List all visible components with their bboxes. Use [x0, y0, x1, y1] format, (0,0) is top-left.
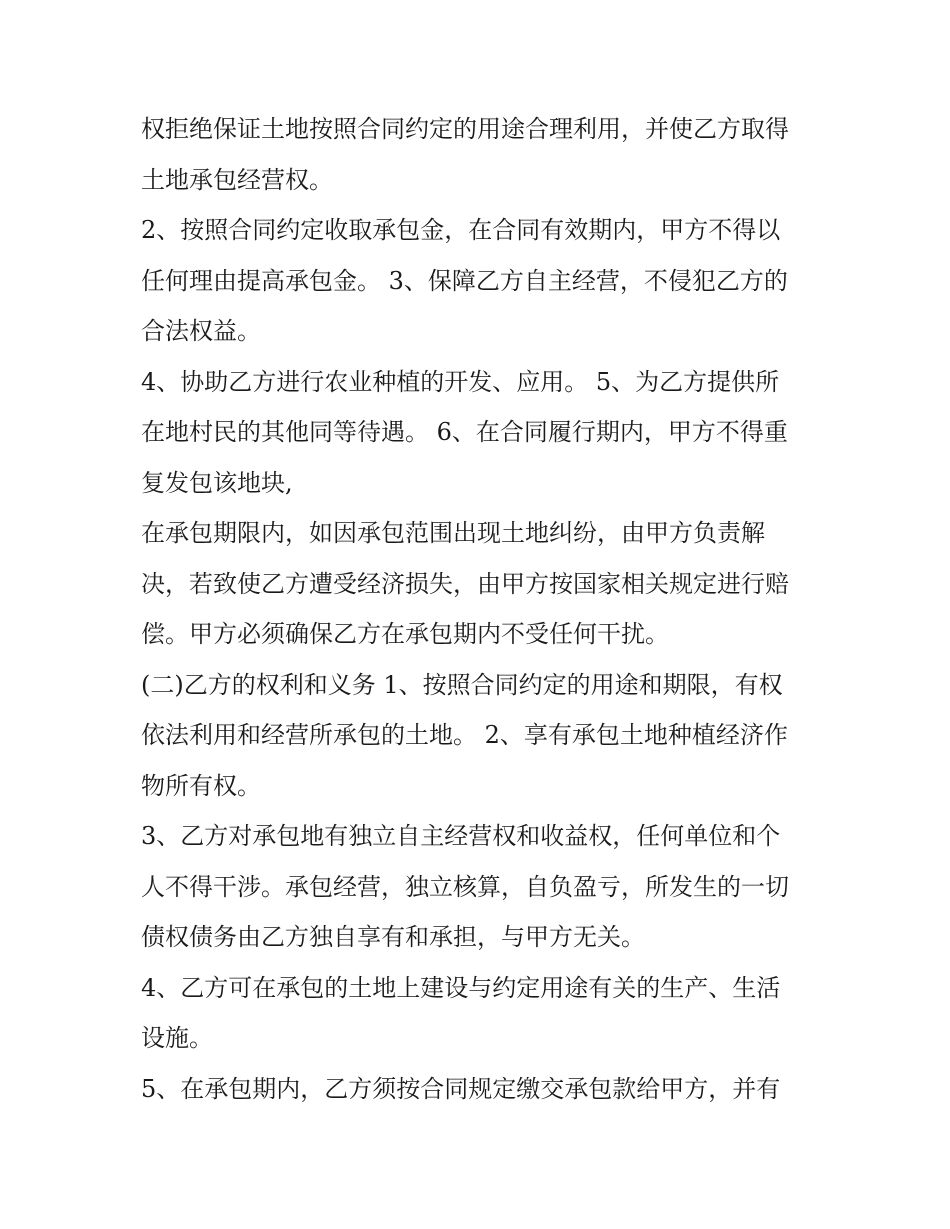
text-line: 5、在承包期内，乙方须按合同规定缴交承包款给甲方，并有: [141, 1074, 781, 1103]
text-line: 3、乙方对承包地有独立自主经营权和收益权，任何单位和个: [141, 822, 781, 850]
text-line: 债权债务由乙方独自享有和承担，与甲方无关。: [141, 923, 645, 951]
text-line: 人不得干涉。承包经营，独立核算，自负盈亏，所发生的一切: [141, 872, 789, 901]
text-line: 依法利用和经营所承包的土地。 2、享有承包土地种植经济作: [141, 721, 788, 749]
text-line: 土地承包经营权。: [141, 165, 333, 194]
text-line: 在承包期限内，如因承包范围出现土地纠纷，由甲方负责解: [141, 519, 765, 547]
document-body: [141, 110, 831, 1120]
text-line: 4、协助乙方进行农业种植的开发、应用。 5、为乙方提供所: [141, 367, 780, 396]
text-line: 4、乙方可在承包的土地上建设与约定用途有关的生产、生活: [141, 973, 781, 1002]
text-line: 任何理由提高承包金。 3、保障乙方自主经营，不侵犯乙方的: [141, 266, 788, 295]
text-line: 合法权益。: [141, 317, 261, 345]
text-line: 2、按照合同约定收取承包金，在合同有效期内，甲方不得以: [141, 216, 781, 244]
text-line: 决，若致使乙方遭受经济损失，由甲方按国家相关规定进行赔: [141, 569, 789, 598]
text-line: 权拒绝保证土地按照合同约定的用途合理利用，并使乙方取得: [141, 115, 789, 143]
text-line: 复发包该地块,: [141, 468, 293, 497]
text-line: 偿。甲方必须确保乙方在承包期内不受任何干扰。: [141, 620, 669, 648]
text-line: 在地村民的其他同等待遇。 6、在合同履行期内，甲方不得重: [141, 418, 788, 446]
text-line: 物所有权。: [141, 771, 261, 800]
text-line: 设施。: [141, 1024, 213, 1052]
text-line: (二)乙方的权利和义务 1、按照合同约定的用途和期限，有权: [141, 670, 783, 699]
